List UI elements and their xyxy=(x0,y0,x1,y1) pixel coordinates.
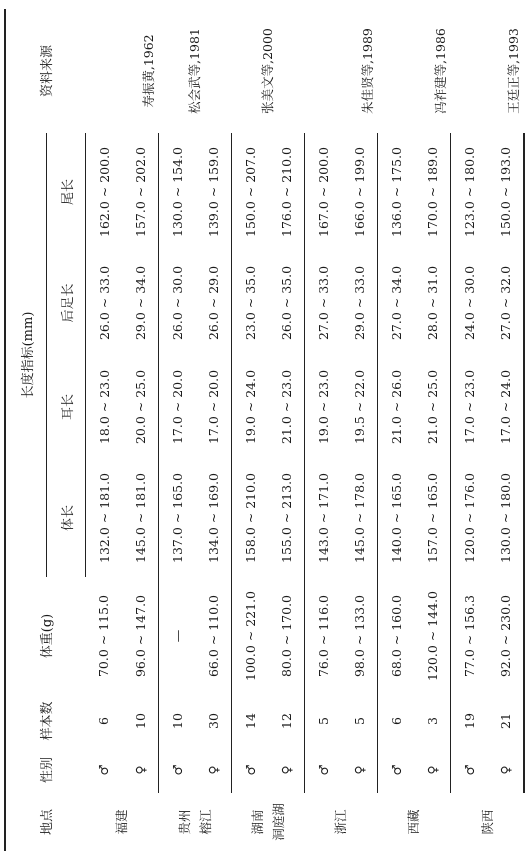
body-length-cell: 120.0 ~ 176.0 xyxy=(461,473,477,563)
hind-foot-length-cell: 26.0 ~ 35.0 xyxy=(268,251,305,355)
ear-length-cell: 17.0 ~ 23.0 xyxy=(461,369,477,445)
ear-length-cell: 19.5 ~ 22.0 xyxy=(341,355,378,459)
header-sex: 性别 xyxy=(5,747,86,793)
sex-cell: ♂ xyxy=(315,764,331,776)
tail-length-cell: 130.0 ~ 154.0 xyxy=(169,147,185,237)
sample-count-cell: 19 xyxy=(461,713,477,729)
location-cell xyxy=(378,793,451,851)
sample-count-cell: 10 xyxy=(169,713,185,729)
weight-cell: 68.0 ~ 160.0 xyxy=(388,594,404,678)
sex-cell: ♀ xyxy=(268,747,305,793)
location-line: 湖南 xyxy=(249,809,265,835)
ear-length-cell: 21.0 ~ 26.0 xyxy=(388,369,404,445)
body-length-cell: 134.0 ~ 169.0 xyxy=(195,459,232,577)
location-cell xyxy=(86,793,159,851)
table-row xyxy=(86,9,123,851)
header-location: 地点 xyxy=(5,793,86,851)
body-length-cell: 143.0 ~ 171.0 xyxy=(315,473,331,563)
weight-cell: 96.0 ~ 147.0 xyxy=(122,577,159,695)
sample-count-cell: 3 xyxy=(414,695,451,747)
body-length-cell: 130.0 ~ 180.0 xyxy=(487,459,524,577)
weight-cell: 66.0 ~ 110.0 xyxy=(195,577,232,695)
table-body xyxy=(86,9,525,851)
body-length-cell: 132.0 ~ 181.0 xyxy=(96,473,112,563)
weight-cell: 77.0 ~ 156.3 xyxy=(461,594,477,678)
ear-length-cell: 19.0 ~ 23.0 xyxy=(315,369,331,445)
sex-cell: ♂ xyxy=(96,764,112,776)
location-line: 榕江 xyxy=(198,809,213,835)
location-cell xyxy=(305,793,378,851)
ear-length-cell: 17.0 ~ 20.0 xyxy=(169,369,185,445)
sample-count-cell: 6 xyxy=(96,717,112,725)
table-row xyxy=(268,9,305,851)
tail-length-cell: 162.0 ~ 200.0 xyxy=(96,147,112,237)
table-row xyxy=(487,9,524,851)
sample-count-cell: 12 xyxy=(268,695,305,747)
source-cell: 张美文等,2000 xyxy=(260,28,275,114)
tail-length-cell: 176.0 ~ 210.0 xyxy=(268,133,305,251)
table-row xyxy=(451,9,488,851)
tail-length-cell: 136.0 ~ 175.0 xyxy=(388,147,404,237)
hind-foot-length-cell: 23.0 ~ 35.0 xyxy=(242,265,258,341)
location-line: 陕西 xyxy=(479,809,495,835)
sex-cell: ♂ xyxy=(169,764,185,776)
sample-count-cell: 5 xyxy=(315,717,331,725)
header-tail-length: 尾长 xyxy=(47,133,86,251)
table-row xyxy=(305,9,342,851)
table-row xyxy=(341,9,378,851)
location-cell xyxy=(232,793,305,851)
sample-count-cell: 6 xyxy=(388,717,404,725)
hind-foot-length-cell: 26.0 ~ 30.0 xyxy=(169,265,185,341)
weight-cell: 92.0 ~ 230.0 xyxy=(487,577,524,695)
weight-cell: 120.0 ~ 144.0 xyxy=(414,577,451,695)
location-line: 西藏 xyxy=(406,809,422,835)
ear-length-cell: 17.0 ~ 20.0 xyxy=(195,355,232,459)
body-length-cell: 155.0 ~ 213.0 xyxy=(268,459,305,577)
tail-length-cell: 166.0 ~ 199.0 xyxy=(341,133,378,251)
sex-cell: ♀ xyxy=(122,747,159,793)
header-hind-foot-length: 后足长 xyxy=(47,251,86,355)
body-length-cell: 137.0 ~ 165.0 xyxy=(169,473,185,563)
table-row xyxy=(122,9,159,851)
tail-length-cell: 157.0 ~ 202.0 xyxy=(122,133,159,251)
source-cell: 王廷正等,1993 xyxy=(506,28,521,114)
sample-count-cell: 5 xyxy=(341,695,378,747)
body-length-cell: 145.0 ~ 178.0 xyxy=(341,459,378,577)
header-sample-count: 样本数 xyxy=(5,695,86,747)
body-length-cell: 145.0 ~ 181.0 xyxy=(122,459,159,577)
sex-cell: ♀ xyxy=(195,747,232,793)
tail-length-cell: 139.0 ~ 159.0 xyxy=(195,133,232,251)
hind-foot-length-cell: 24.0 ~ 30.0 xyxy=(461,265,477,341)
table-header xyxy=(5,9,86,851)
table-row xyxy=(195,9,232,851)
sex-cell: ♀ xyxy=(341,747,378,793)
sex-cell: ♂ xyxy=(388,764,404,776)
location-line: 福建 xyxy=(114,809,130,835)
sex-cell: ♂ xyxy=(461,764,477,776)
table-row xyxy=(378,9,415,851)
hind-foot-length-cell: 29.0 ~ 34.0 xyxy=(122,251,159,355)
hind-foot-length-cell: 27.0 ~ 34.0 xyxy=(388,265,404,341)
location-line: 贵州 xyxy=(176,809,192,835)
ear-length-cell: 17.0 ~ 24.0 xyxy=(487,355,524,459)
tail-length-cell: 170.0 ~ 189.0 xyxy=(414,133,451,251)
sex-cell: ♂ xyxy=(242,764,258,776)
sex-cell: ♀ xyxy=(487,747,524,793)
sample-count-cell: 30 xyxy=(195,695,232,747)
hind-foot-length-cell: 29.0 ~ 33.0 xyxy=(341,251,378,355)
sample-count-cell: 14 xyxy=(242,713,258,729)
weight-cell: — xyxy=(169,629,185,643)
hind-foot-length-cell: 27.0 ~ 32.0 xyxy=(487,251,524,355)
table-row xyxy=(159,9,196,851)
location-line: 洞庭湖 xyxy=(271,803,286,841)
ear-length-cell: 20.0 ~ 25.0 xyxy=(122,355,159,459)
body-length-cell: 157.0 ~ 165.0 xyxy=(414,459,451,577)
location-line: 浙江 xyxy=(333,809,349,835)
hind-foot-length-cell: 27.0 ~ 33.0 xyxy=(315,265,331,341)
header-ear-length: 耳长 xyxy=(47,355,86,459)
weight-cell: 70.0 ~ 115.0 xyxy=(96,594,112,678)
tail-length-cell: 150.0 ~ 207.0 xyxy=(242,147,258,237)
hind-foot-length-cell: 26.0 ~ 29.0 xyxy=(195,251,232,355)
weight-cell: 80.0 ~ 170.0 xyxy=(268,577,305,695)
ear-length-cell: 18.0 ~ 23.0 xyxy=(96,369,112,445)
tail-length-cell: 123.0 ~ 180.0 xyxy=(461,147,477,237)
measurement-table xyxy=(4,9,525,851)
hind-foot-length-cell: 28.0 ~ 31.0 xyxy=(414,251,451,355)
sample-count-cell: 21 xyxy=(487,695,524,747)
hind-foot-length-cell: 26.0 ~ 33.0 xyxy=(96,265,112,341)
ear-length-cell: 21.0 ~ 23.0 xyxy=(268,355,305,459)
header-source: 资料来源 xyxy=(5,9,86,133)
tail-length-cell: 167.0 ~ 200.0 xyxy=(315,147,331,237)
sex-cell: ♀ xyxy=(414,747,451,793)
tail-length-cell: 150.0 ~ 193.0 xyxy=(487,133,524,251)
ear-length-cell: 21.0 ~ 25.0 xyxy=(414,355,451,459)
header-length-group: 长度指标(mm) xyxy=(5,133,47,577)
header-body-length: 体长 xyxy=(47,459,86,577)
header-weight: 体重(g) xyxy=(5,577,86,695)
location-cell xyxy=(451,793,525,851)
source-cell: 松会武等,1981 xyxy=(187,28,202,114)
table-row xyxy=(414,9,451,851)
weight-cell: 100.0 ~ 221.0 xyxy=(242,591,258,681)
ear-length-cell: 19.0 ~ 24.0 xyxy=(242,369,258,445)
source-cell: 寿振黄,1962 xyxy=(140,34,156,108)
sample-count-cell: 10 xyxy=(122,695,159,747)
weight-cell: 76.0 ~ 116.0 xyxy=(315,594,331,678)
table-row xyxy=(232,9,269,851)
source-cell: 朱佳贤等,1989 xyxy=(359,28,375,114)
body-length-cell: 140.0 ~ 165.0 xyxy=(388,473,404,563)
weight-cell: 98.0 ~ 133.0 xyxy=(341,577,378,695)
source-cell: 冯祚建等,1986 xyxy=(432,28,448,114)
body-length-cell: 158.0 ~ 210.0 xyxy=(242,473,258,563)
location-cell xyxy=(159,793,232,851)
